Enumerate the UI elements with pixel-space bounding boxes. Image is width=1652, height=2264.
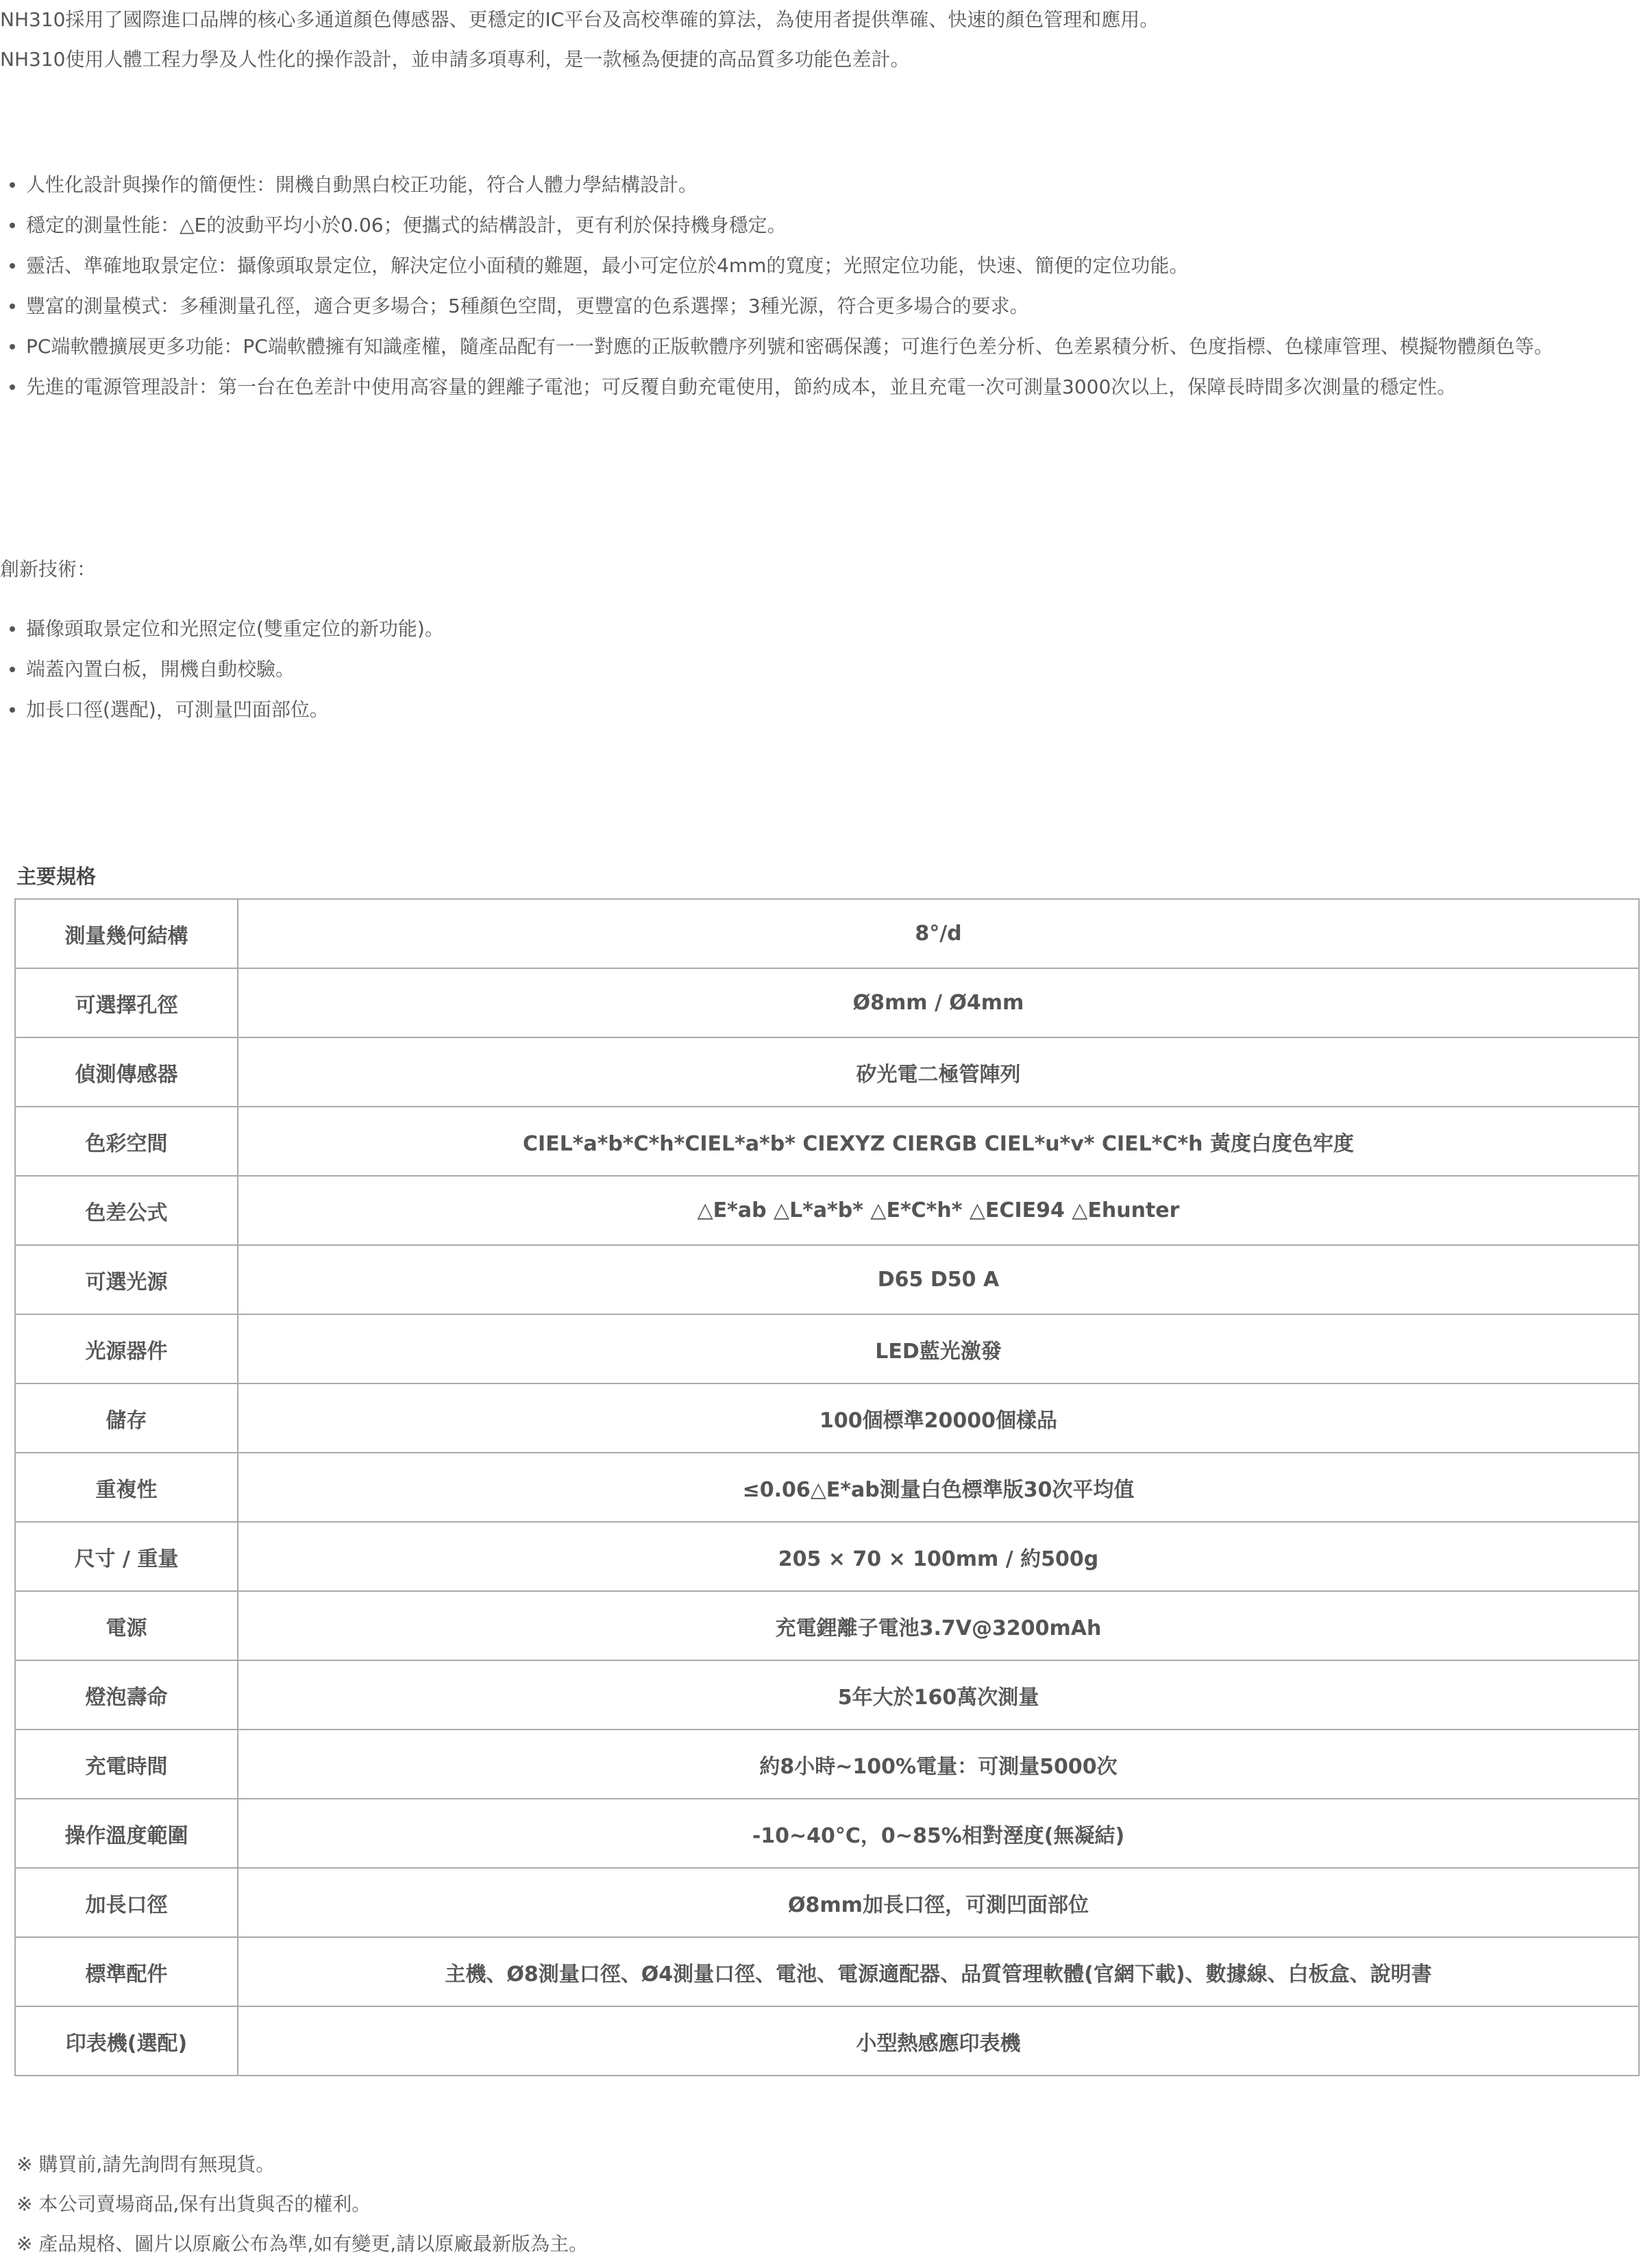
feature-item: 靈活、準確地取景定位：攝像頭取景定位，解決定位小面積的難題，最小可定位於4mm的寬度；光照定位功能，快速、簡便的定位功能。 <box>10 245 1651 286</box>
innovation-item: 攝像頭取景定位和光照定位(雙重定位的新功能)。 <box>10 608 1647 649</box>
spec-label: 燈泡壽命 <box>15 1660 238 1730</box>
table-row <box>15 1314 1639 1383</box>
spec-value: Ø8mm加長口徑，可測凹面部位 <box>238 1868 1639 1937</box>
spec-label: 偵測傳感器 <box>15 1037 238 1107</box>
intro-section <box>0 0 1652 79</box>
spec-value: 8°/d <box>238 899 1639 968</box>
spec-label: 電源 <box>15 1591 238 1660</box>
spec-value: 矽光電二極管陣列 <box>238 1037 1639 1107</box>
table-row <box>15 1383 1639 1453</box>
table-row <box>15 1937 1639 2006</box>
spec-label: 重複性 <box>15 1453 238 1522</box>
innovation-list <box>10 608 1647 730</box>
spec-label: 可選光源 <box>15 1245 238 1314</box>
table-row <box>15 1107 1639 1176</box>
specs-table <box>14 898 1640 2076</box>
feature-item: 人性化設計與操作的簡便性：開機自動黑白校正功能，符合人體力學結構設計。 <box>10 164 1651 205</box>
spec-value: ≤0.06△E*ab測量白色標準版30次平均值 <box>238 1453 1639 1522</box>
spec-value: -10~40°C，0~85%相對溼度(無凝結) <box>238 1799 1639 1868</box>
spec-label: 色彩空間 <box>15 1107 238 1176</box>
table-row <box>15 2006 1639 2076</box>
specs-heading: 主要規格 <box>16 865 97 888</box>
table-row <box>15 1522 1639 1591</box>
table-row <box>15 1591 1639 1660</box>
spec-value: 充電鋰離子電池3.7V@3200mAh <box>238 1591 1639 1660</box>
spec-value: 約8小時~100%電量：可測量5000次 <box>238 1730 1639 1799</box>
spec-label: 色差公式 <box>15 1176 238 1245</box>
spec-value: 100個標準20000個樣品 <box>238 1383 1639 1453</box>
innovation-item: 加長口徑(選配)，可測量凹面部位。 <box>10 689 1647 730</box>
spec-value: D65 D50 A <box>238 1245 1639 1314</box>
spec-value: 主機、Ø8測量口徑、Ø4測量口徑、電池、電源適配器、品質管理軟體(官網下載)、數據線、白板盒、說明書 <box>238 1937 1639 2006</box>
feature-item: 先進的電源管理設計：第一台在色差計中使用高容量的鋰離子電池；可反覆自動充電使用，節約成本，並且充電一次可測量3000次以上，保障長時間多次測量的穩定性。 <box>10 367 1651 407</box>
table-row <box>15 1037 1639 1107</box>
spec-value: △E*ab △L*a*b* △E*C*h* △ECIE94 △Ehunter <box>238 1176 1639 1245</box>
table-row <box>15 1245 1639 1314</box>
spec-label: 儲存 <box>15 1383 238 1453</box>
feature-item: 穩定的測量性能：△E的波動平均小於0.06；便攜式的結構設計，更有利於保持機身穩定。 <box>10 205 1651 245</box>
spec-label: 尺寸 / 重量 <box>15 1522 238 1591</box>
table-row <box>15 1730 1639 1799</box>
feature-item: 豐富的測量模式：多種測量孔徑，適合更多場合；5種顏色空間，更豐富的色系選擇；3種光源，符合更多場合的要求。 <box>10 286 1651 326</box>
table-row <box>15 1176 1639 1245</box>
spec-label: 充電時間 <box>15 1730 238 1799</box>
feature-item: PC端軟體擴展更多功能：PC端軟體擁有知識產權，隨產品配有一一對應的正版軟體序列號和密碼保護；可進行色差分析、色差累積分析、色度指標、色樣庫管理、模擬物體顏色等。 <box>10 326 1651 367</box>
notes-list <box>16 2145 588 2264</box>
table-row <box>15 1660 1639 1730</box>
spec-label: 操作溫度範圍 <box>15 1799 238 1868</box>
spec-value: CIEL*a*b*C*h*CIEL*a*b* CIEXYZ CIERGB CIEL*u*v* CIEL*C*h 黃度白度色牢度 <box>238 1107 1639 1176</box>
note-item: ※ 產品規格、圖片以原廠公布為準,如有變更,請以原廠最新版為主。 <box>16 2232 589 2255</box>
table-row <box>15 1453 1639 1522</box>
spec-label: 可選擇孔徑 <box>15 968 238 1037</box>
spec-label: 印表機(選配) <box>15 2006 238 2076</box>
feature-list <box>10 164 1651 407</box>
innovation-heading: 創新技術： <box>0 558 97 580</box>
spec-value: 小型熱感應印表機 <box>238 2006 1639 2076</box>
spec-label: 加長口徑 <box>15 1868 238 1937</box>
spec-value: 5年大於160萬次測量 <box>238 1660 1639 1730</box>
table-row <box>15 1799 1639 1868</box>
spec-value: 205 × 70 × 100mm / 約500g <box>238 1522 1639 1591</box>
spec-label: 光源器件 <box>15 1314 238 1383</box>
intro-paragraph: NH310採用了國際進口品牌的核心多通道顏色傳感器、更穩定的IC平台及高校準確的算法，為使用者提供準確、快速的顏色管理和應用。 <box>0 8 1159 31</box>
table-row <box>15 1868 1639 1937</box>
note-item: ※ 購買前,請先詢問有無現貨。 <box>16 2153 275 2176</box>
spec-label: 標準配件 <box>15 1937 238 2006</box>
spec-value: Ø8mm / Ø4mm <box>238 968 1639 1037</box>
innovation-item: 端蓋內置白板，開機自動校驗。 <box>10 649 1647 689</box>
note-item: ※ 本公司賣場商品,保有出貨與否的權利。 <box>16 2193 371 2215</box>
spec-label: 測量幾何結構 <box>15 899 238 968</box>
table-row <box>15 968 1639 1037</box>
intro-paragraph: NH310使用人體工程力學及人性化的操作設計，並申請多項專利，是一款極為便捷的高品質多功能色差計。 <box>0 48 910 71</box>
table-row <box>15 899 1639 968</box>
spec-value: LED藍光激發 <box>238 1314 1639 1383</box>
